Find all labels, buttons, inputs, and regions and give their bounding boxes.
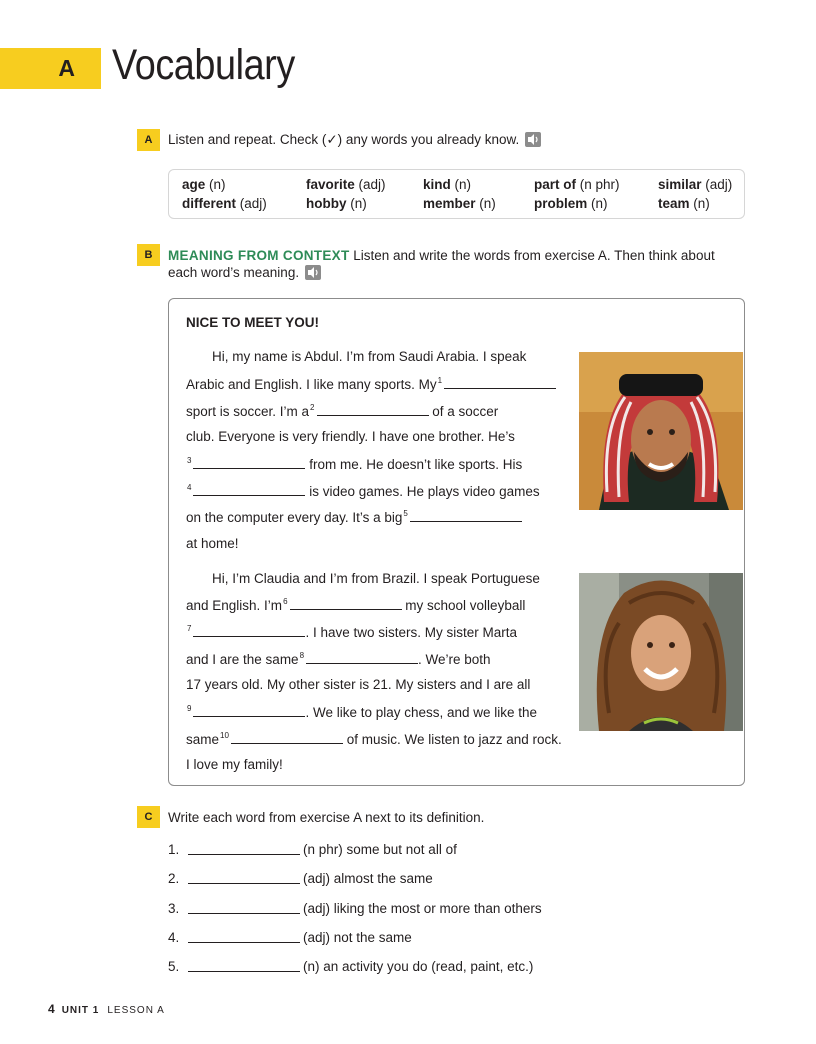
- exercise-b-instruction-line2: each word’s meaning.: [168, 265, 300, 280]
- reading-line: on the computer every day. It’s a big$^5$: [186, 509, 522, 525]
- reading-line: club. Everyone is very friendly. I have one brother. He’s: [186, 429, 515, 444]
- answer-blank[interactable]: [188, 942, 300, 943]
- word-item: similar (adj): [658, 177, 733, 192]
- word-item: age (n): [182, 177, 226, 192]
- exercise-c-instruction: Write each word from exercise A next to its definition.: [168, 810, 485, 825]
- word-item: member (n): [423, 196, 496, 211]
- reading-line: and I are the same$^8$ . We’re both: [186, 651, 491, 667]
- page-number: 4: [48, 1002, 56, 1016]
- answer-blank[interactable]: [231, 731, 343, 744]
- reading-line: same$^{10}$ of music. We listen to jazz and rock.: [186, 731, 562, 747]
- photo-abdul: [579, 352, 743, 510]
- answer-blank[interactable]: [188, 883, 300, 884]
- answer-blank[interactable]: [317, 403, 429, 416]
- reading-line: Hi, I’m Claudia and I’m from Brazil. I speak Portuguese: [212, 571, 540, 586]
- exercise-c-badge: C: [137, 806, 160, 828]
- definition-row: 3. (adj) liking the most or more than others: [168, 901, 542, 916]
- exercise-a-badge: A: [137, 129, 160, 151]
- exercise-a-instruction-text: Listen and repeat. Check (✓) any words you already know.: [168, 132, 520, 147]
- reading-line: Arabic and English. I like many sports. My$^1$: [186, 376, 556, 392]
- exercise-b-badge: B: [137, 244, 160, 266]
- definition-row: 4. (adj) not the same: [168, 930, 412, 945]
- speaker-icon[interactable]: [525, 132, 541, 147]
- exercise-a-instruction: [168, 131, 541, 148]
- reading-line: $^7$ . I have two sisters. My sister Marta: [187, 624, 518, 640]
- reading-line: at home!: [186, 536, 239, 551]
- reading-line: $^4$ is video games. He plays video games: [187, 483, 540, 499]
- answer-blank[interactable]: [188, 854, 300, 855]
- reading-line: I love my family!: [186, 757, 283, 772]
- definition-row: 5. (n) an activity you do (read, paint, etc.): [168, 959, 534, 974]
- section-letter: A: [58, 55, 75, 81]
- exercise-b-heading: MEANING FROM CONTEXT: [168, 248, 350, 263]
- page-footer: [48, 1002, 165, 1016]
- answer-blank[interactable]: [193, 704, 305, 717]
- lesson-label: LESSON A: [107, 1005, 165, 1016]
- reading-line: sport is soccer. I’m $a^2$ of a soccer: [186, 403, 499, 419]
- reading-line: and English. $I’m^6$ my school volleyball: [186, 597, 526, 613]
- exercise-b-instruction: [168, 247, 743, 281]
- word-item: part of (n phr): [534, 177, 620, 192]
- definition-row: 2. (adj) almost the same: [168, 871, 433, 886]
- answer-blank[interactable]: [193, 456, 305, 469]
- unit-label: UNIT 1: [61, 1005, 100, 1016]
- reading-line: 17 years old. My other sister is 21. My sisters and I are all: [186, 677, 531, 692]
- photo-claudia: [579, 573, 743, 731]
- reading-line: $^9$ . We like to play chess, and we like the: [187, 704, 538, 720]
- answer-blank[interactable]: [290, 597, 402, 610]
- word-item: kind (n): [423, 177, 472, 192]
- answer-blank[interactable]: [410, 509, 522, 522]
- definition-row: 1. (n phr) some but not all of: [168, 842, 457, 857]
- answer-blank[interactable]: [444, 376, 556, 389]
- answer-blank[interactable]: [193, 483, 305, 496]
- word-item: problem (n): [534, 196, 608, 211]
- answer-blank[interactable]: [188, 913, 300, 914]
- word-item: favorite (adj): [306, 177, 386, 192]
- word-item: different (adj): [182, 196, 267, 211]
- section-tab: [0, 48, 101, 89]
- word-box: [168, 169, 745, 219]
- word-item: hobby (n): [306, 196, 367, 211]
- page-title: Vocabulary: [112, 41, 295, 89]
- reading-line: Hi, my name is Abdul. I’m from Saudi Arabia. I speak: [212, 349, 527, 364]
- answer-blank[interactable]: [188, 971, 300, 972]
- word-item: team (n): [658, 196, 710, 211]
- exercise-b-instruction-line1: Listen and write the words from exercise A. Then think about: [353, 248, 715, 263]
- reading-title: NICE TO MEET YOU!: [186, 315, 320, 330]
- answer-blank[interactable]: [306, 651, 418, 664]
- speaker-icon[interactable]: [305, 265, 321, 280]
- reading-line: $^3$ from me. He doesn’t like sports. His: [187, 456, 523, 472]
- answer-blank[interactable]: [193, 624, 305, 637]
